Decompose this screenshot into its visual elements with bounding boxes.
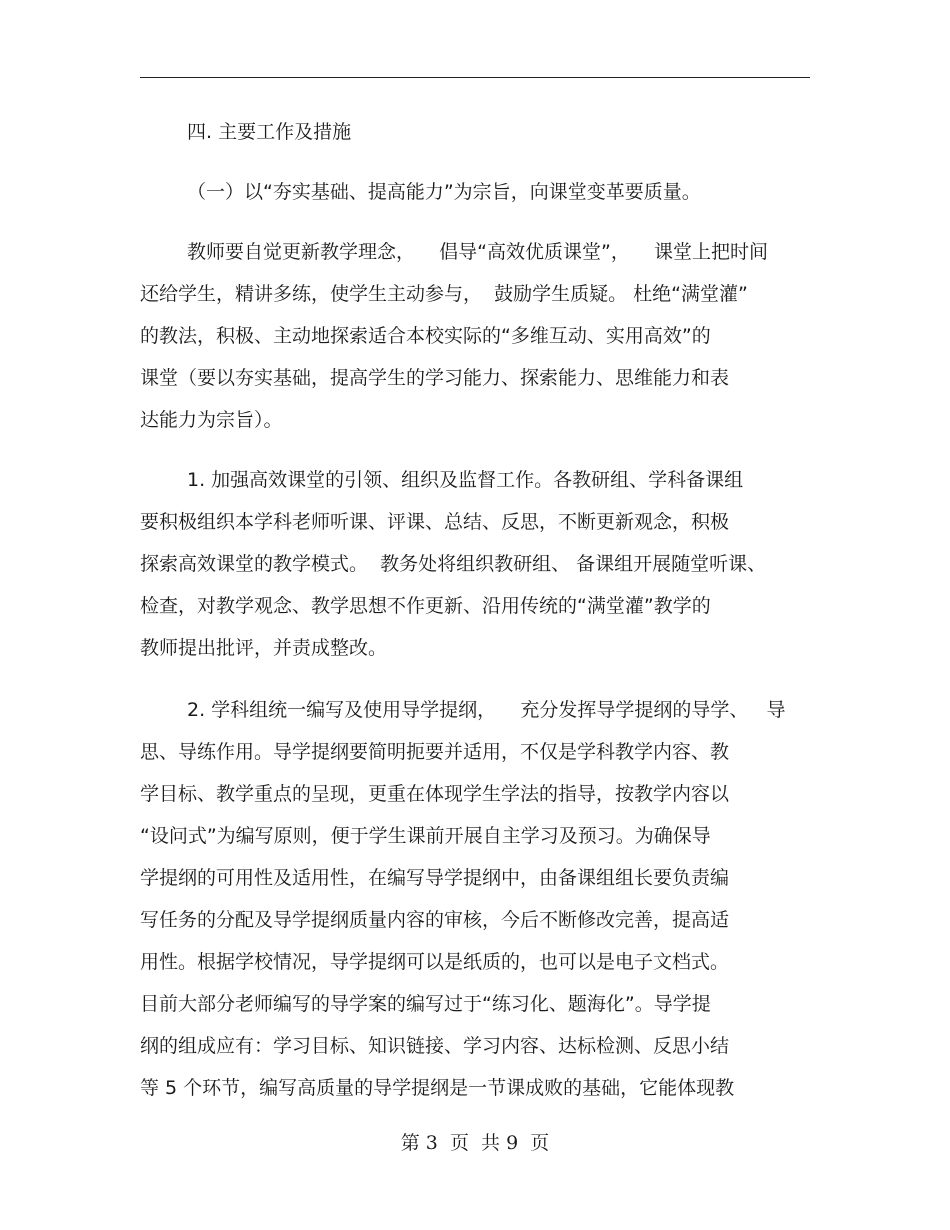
text-line: 等 5 个环节，编写高质量的导学提纲是一节课成败的基础，它能体现教: [140, 1077, 735, 1099]
text-line: 教师要自觉更新教学理念， 倡导“高效优质课堂”， 课堂上把时间: [187, 241, 769, 263]
header-rule: [140, 77, 810, 78]
text-line: 的教法，积极、主动地探索适合本校实际的“多维互动、实用高效”的: [140, 325, 711, 347]
text-line: 目前大部分老师编写的导学案的编写过于“练习化、题海化”。导学提: [140, 993, 711, 1015]
text-line: 要积极组织本学科老师听课、评课、总结、反思，不断更新观念，积极: [140, 511, 730, 533]
text-line: 达能力为宗旨）。: [140, 409, 283, 431]
text-line: 1. 加强高效课堂的引领、组织及监督工作。各教研组、学科备课组: [187, 469, 744, 491]
page-number: 第 3 页 共 9 页: [400, 1132, 550, 1154]
text-line: “设问式”为编写原则，便于学生课前开展自主学习及预习。为确保导: [140, 825, 711, 847]
text-line: 教师提出批评，并责成整改。: [140, 637, 388, 659]
text-line: 2. 学科组统一编写及使用导学提纲， 充分发挥导学提纲的导学、 导: [187, 699, 786, 721]
text-line: 学目标、教学重点的呈现，更重在体现学生学法的指导，按教学内容以: [140, 783, 730, 805]
text-line: 写任务的分配及导学提纲质量内容的审核，今后不断修改完善，提高适: [140, 909, 730, 931]
text-line: 还给学生，精讲多练，使学生主动参与， 鼓励学生质疑。 杜绝“满堂灌”: [140, 283, 748, 305]
text-line: 探索高效课堂的教学模式。 教务处将组织教研组、 备课组开展随堂听课、: [140, 553, 767, 575]
subsection-heading: （一）以“夯实基础、提高能力”为宗旨，向课堂变革要质量。: [187, 181, 701, 203]
text-line: 纲的组成应有：学习目标、知识链接、学习内容、达标检测、反思小结: [140, 1035, 730, 1057]
text-line: 用性。根据学校情况，导学提纲可以是纸质的，也可以是电子文档式。: [140, 951, 730, 973]
text-line: 思、导练作用。导学提纲要简明扼要并适用，不仅是学科教学内容、教: [140, 741, 730, 763]
text-line: 检查，对教学观念、教学思想不作更新、沿用传统的“满堂灌”教学的: [140, 595, 711, 617]
section-heading: 四. 主要工作及措施: [187, 121, 352, 143]
text-line: 课堂（要以夯实基础，提高学生的学习能力、探索能力、思维能力和表: [140, 367, 730, 389]
text-line: 学提纲的可用性及适用性，在编写导学提纲中，由备课组组长要负责编: [140, 867, 730, 889]
